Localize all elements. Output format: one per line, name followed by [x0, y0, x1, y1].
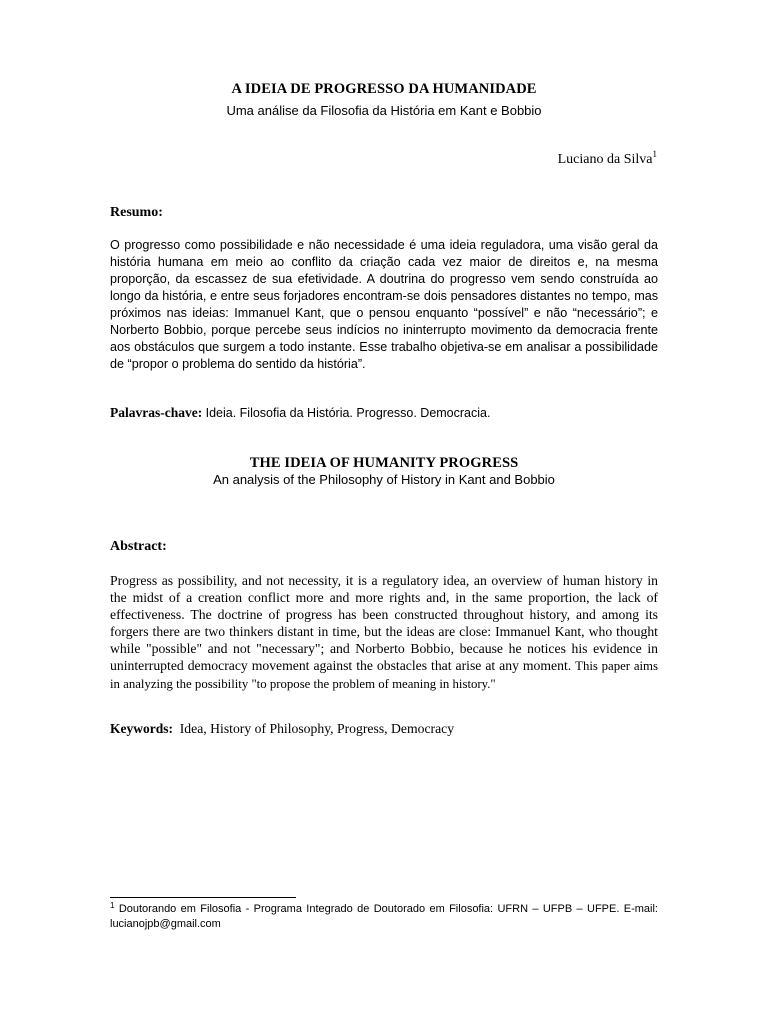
footnote-separator: [110, 897, 296, 898]
resumo-text: O progresso como possibilidade e não necessidade é uma ideia reguladora, uma visão geral da história humana em meio ao conflito da criação cada vez maior de direitos e, na mesma proporção, da escassez de sua efetividade. A doutrina do progresso vem sendo construída ao longo da história, e entre seus forjadores encontram-se dois pensadores distantes no tempo, mas próximos nas ideias: Immanuel Kant, que o pensou enquanto “possível” e não “necessário”; e Norberto Bobbio, porque percebe seus indícios no ininterrupto movimento da democracia frente aos obstáculos que surgem a todo instante. Esse trabalho objetiva-se em analisar a possibilidade de “propor o problema do sentido da história”.: [110, 238, 658, 371]
palavras-chave-label: Palavras-chave:: [110, 405, 203, 420]
title-english: THE IDEIA OF HUMANITY PROGRESS: [249, 455, 519, 471]
footnote-mark: 1: [110, 901, 115, 910]
abstract-text: [110, 572, 658, 693]
resumo-heading: Resumo:: [110, 205, 163, 220]
keywords-line: [110, 721, 658, 737]
palavras-chave-value: Ideia. Filosofia da História. Progresso. Democracia.: [205, 406, 491, 420]
keywords-value: Idea, History of Philosophy, Progress, Democracy: [179, 721, 455, 736]
footnote: [110, 902, 658, 932]
author-footnote-mark: 1: [652, 149, 657, 159]
subtitle-portuguese: Uma análise da Filosofia da História em Kant e Bobbio: [226, 103, 542, 118]
author-line: [557, 149, 657, 168]
abstract-heading: Abstract:: [110, 539, 167, 554]
keywords-label: Keywords:: [110, 721, 173, 736]
abstract-text-main: Progress as possibility, and not necessity, it is a regulatory idea, an overview of human history in the midst of a creation conflict more and more rights and, in the same proportion, the lack of effectiveness. The doctrine of progress has been constructed throughout history, and among its forgers there are two thinkers distant in time, but the ideas are close: Immanuel Kant, who thought while "possible" and not "necessary"; and Norberto Bobbio, because he notices his evidence in uninterrupted democracy movement against the obstacles that arise at any moment.: [110, 573, 658, 673]
palavras-chave-line: [110, 405, 658, 421]
author-name: Luciano da Silva: [557, 152, 653, 167]
footnote-text: Doutorando em Filosofia - Programa Integrado de Doutorado em Filosofia: UFRN – UFPB – UFPE. E-mail: lucianojpb@gmail.com: [110, 903, 658, 930]
subtitle-english: An analysis of the Philosophy of History in Kant and Bobbio: [213, 472, 555, 487]
abstract-text-tail: This paper aims in analyzing the possibility "to propose the problem of meaning in history.": [110, 659, 658, 691]
title-portuguese: A IDEIA DE PROGRESSO DA HUMANIDADE: [231, 81, 537, 97]
